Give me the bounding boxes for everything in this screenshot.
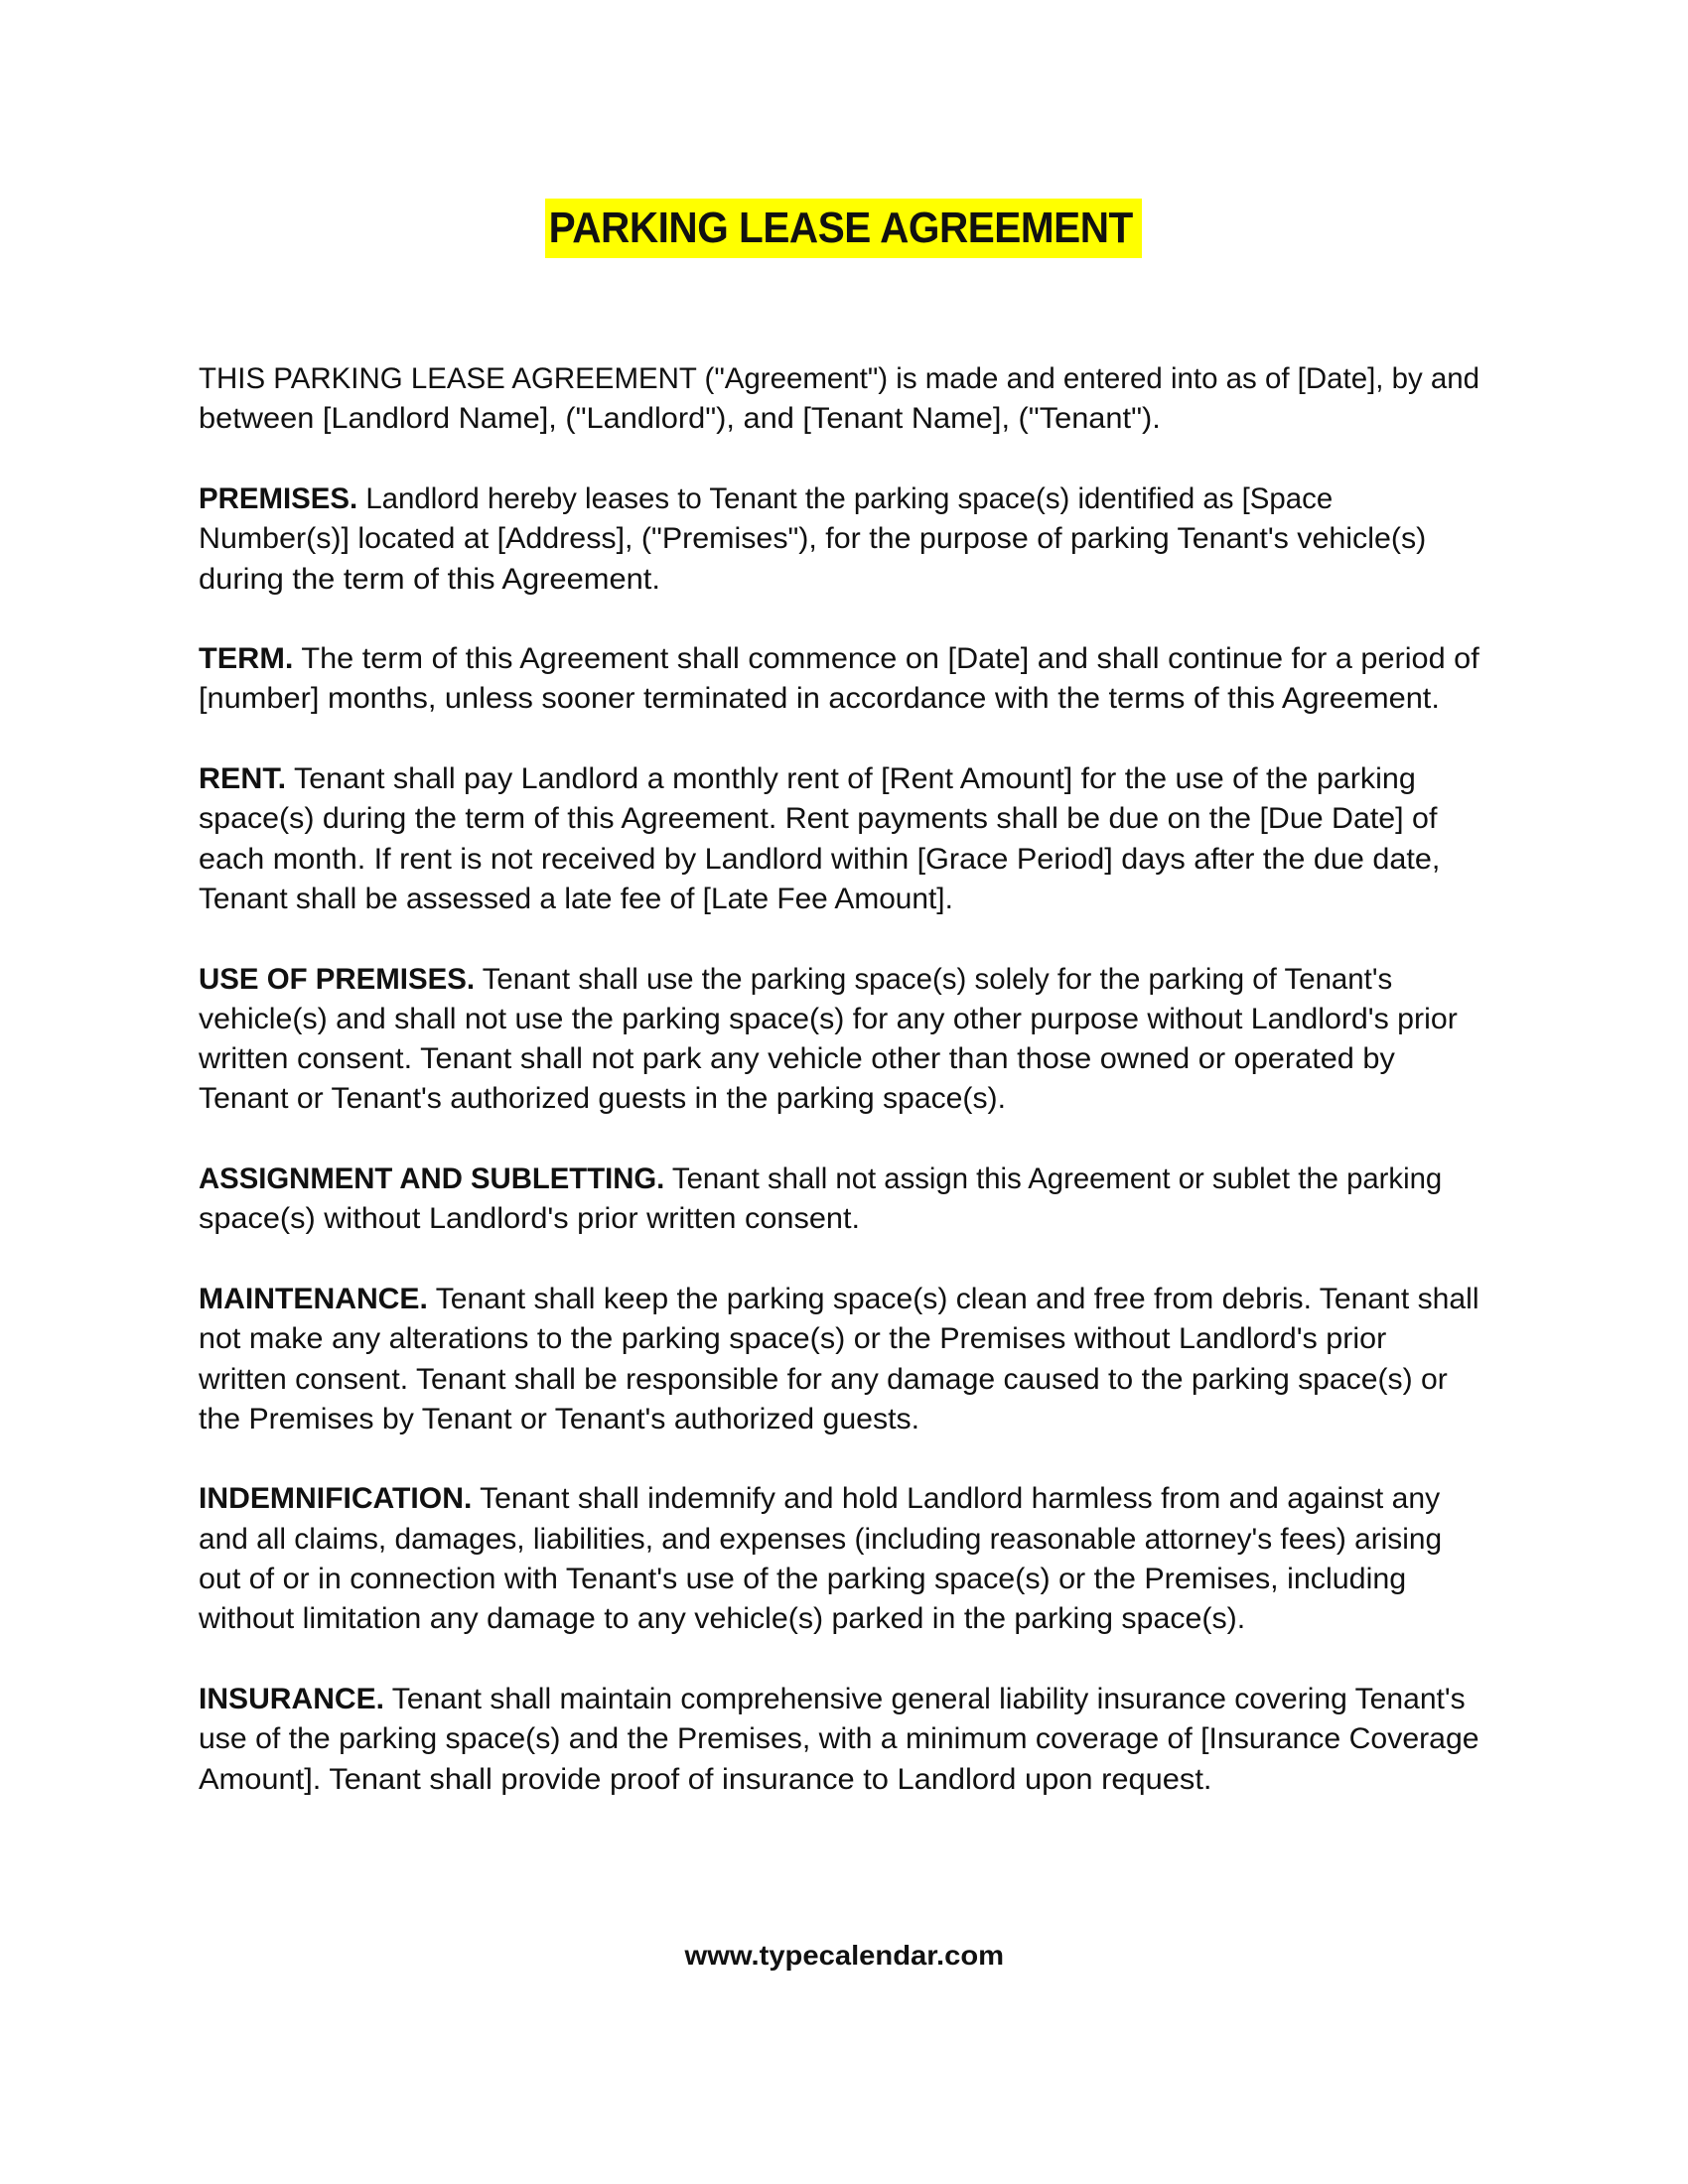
paragraph-premises-line: Number(s)] located at [Address], ("Premises"), for the purpose of parking Tenant's vehicle(s) xyxy=(199,522,1427,556)
paragraph-indemnification-line: without limitation any damage to any vehicle(s) parked in the parking space(s). xyxy=(199,1602,1246,1636)
paragraph-indemnification-line: out of or in connection with Tenant's use of the parking space(s) or the Premises, including xyxy=(199,1563,1407,1595)
title-highlight xyxy=(545,199,1142,258)
paragraph-use-of-premises-line: Tenant or Tenant's authorized guests in the parking space(s). xyxy=(199,1082,1006,1116)
paragraph-intro-line: THIS PARKING LEASE AGREEMENT ("Agreement") is made and entered into as of [Date], by and xyxy=(199,362,1480,395)
section-heading-indemnification: INDEMNIFICATION. xyxy=(199,1482,473,1516)
section-heading-maintenance: MAINTENANCE. xyxy=(199,1282,428,1315)
paragraph-maintenance-line: MAINTENANCE. Tenant shall keep the parking space(s) clean and free from debris. Tenant shall xyxy=(199,1282,1479,1315)
paragraph-indemnification-line: INDEMNIFICATION. Tenant shall indemnify and hold Landlord harmless from and against any xyxy=(199,1482,1441,1516)
paragraph-maintenance-line: written consent. Tenant shall be responsible for any damage caused to the parking space(s) or xyxy=(199,1362,1448,1396)
paragraph-term-line: TERM. The term of this Agreement shall commence on [Date] and shall continue for a period of xyxy=(199,642,1479,676)
paragraph-insurance-line: Amount]. Tenant shall provide proof of insurance to Landlord upon request. xyxy=(199,1762,1212,1796)
paragraph-insurance-line: use of the parking space(s) and the Premises, with a minimum coverage of [Insurance Coverage xyxy=(199,1722,1479,1756)
paragraph-rent-line: RENT. Tenant shall pay Landlord a monthly rent of [Rent Amount] for the use of the parking xyxy=(199,762,1416,795)
footer-website-link[interactable]: www.typecalendar.com xyxy=(684,1940,1004,1971)
section-heading-insurance: INSURANCE. xyxy=(199,1682,384,1715)
paragraph-maintenance-line: not make any alterations to the parking space(s) or the Premises without Landlord's prior xyxy=(199,1322,1387,1356)
document-title: PARKING LEASE AGREEMENT xyxy=(548,204,1133,252)
paragraph-rent-line: Tenant shall be assessed a late fee of [Late Fee Amount]. xyxy=(199,882,953,915)
section-heading-premises: PREMISES. xyxy=(199,481,358,515)
paragraph-use-of-premises-line: written consent. Tenant shall not park any vehicle other than those owned or operated by xyxy=(199,1042,1395,1076)
paragraph-premises-line: during the term of this Agreement. xyxy=(199,562,660,596)
paragraph-indemnification-line: and all claims, damages, liabilities, and expenses (including reasonable attorney's fees) arising xyxy=(199,1522,1443,1556)
paragraph-assignment-and-subletting-line: space(s) without Landlord's prior written consent. xyxy=(199,1202,861,1236)
section-heading-assignment-and-subletting: ASSIGNMENT AND SUBLETTING. xyxy=(199,1162,665,1195)
paragraph-insurance-line: INSURANCE. Tenant shall maintain comprehensive general liability insurance covering Tenant's xyxy=(199,1682,1466,1715)
paragraph-use-of-premises-line: USE OF PREMISES. Tenant shall use the parking space(s) solely for the parking of Tenant's xyxy=(199,962,1393,996)
paragraph-maintenance-line: the Premises by Tenant or Tenant's authorized guests. xyxy=(199,1402,920,1435)
paragraph-premises-line: PREMISES. Landlord hereby leases to Tenant the parking space(s) identified as [Space xyxy=(199,481,1334,515)
paragraph-assignment-and-subletting-line: ASSIGNMENT AND SUBLETTING. Tenant shall not assign this Agreement or sublet the parking xyxy=(199,1162,1443,1195)
paragraph-rent-line: each month. If rent is not received by Landlord within [Grace Period] days after the due date, xyxy=(199,842,1441,876)
footer xyxy=(0,1936,1688,1976)
section-heading-rent: RENT. xyxy=(199,762,287,795)
paragraph-term-line: [number] months, unless sooner terminated in accordance with the terms of this Agreement. xyxy=(199,682,1440,716)
paragraph-use-of-premises-line: vehicle(s) and shall not use the parking space(s) for any other purpose without Landlord's prior xyxy=(199,1002,1458,1035)
paragraph-rent-line: space(s) during the term of this Agreement. Rent payments shall be due on the [Due Date] of xyxy=(199,802,1438,836)
section-heading-use-of-premises: USE OF PREMISES. xyxy=(199,962,476,996)
paragraph-intro-line: between [Landlord Name], ("Landlord"), and [Tenant Name], ("Tenant"). xyxy=(199,402,1161,436)
section-heading-term: TERM. xyxy=(199,642,294,676)
